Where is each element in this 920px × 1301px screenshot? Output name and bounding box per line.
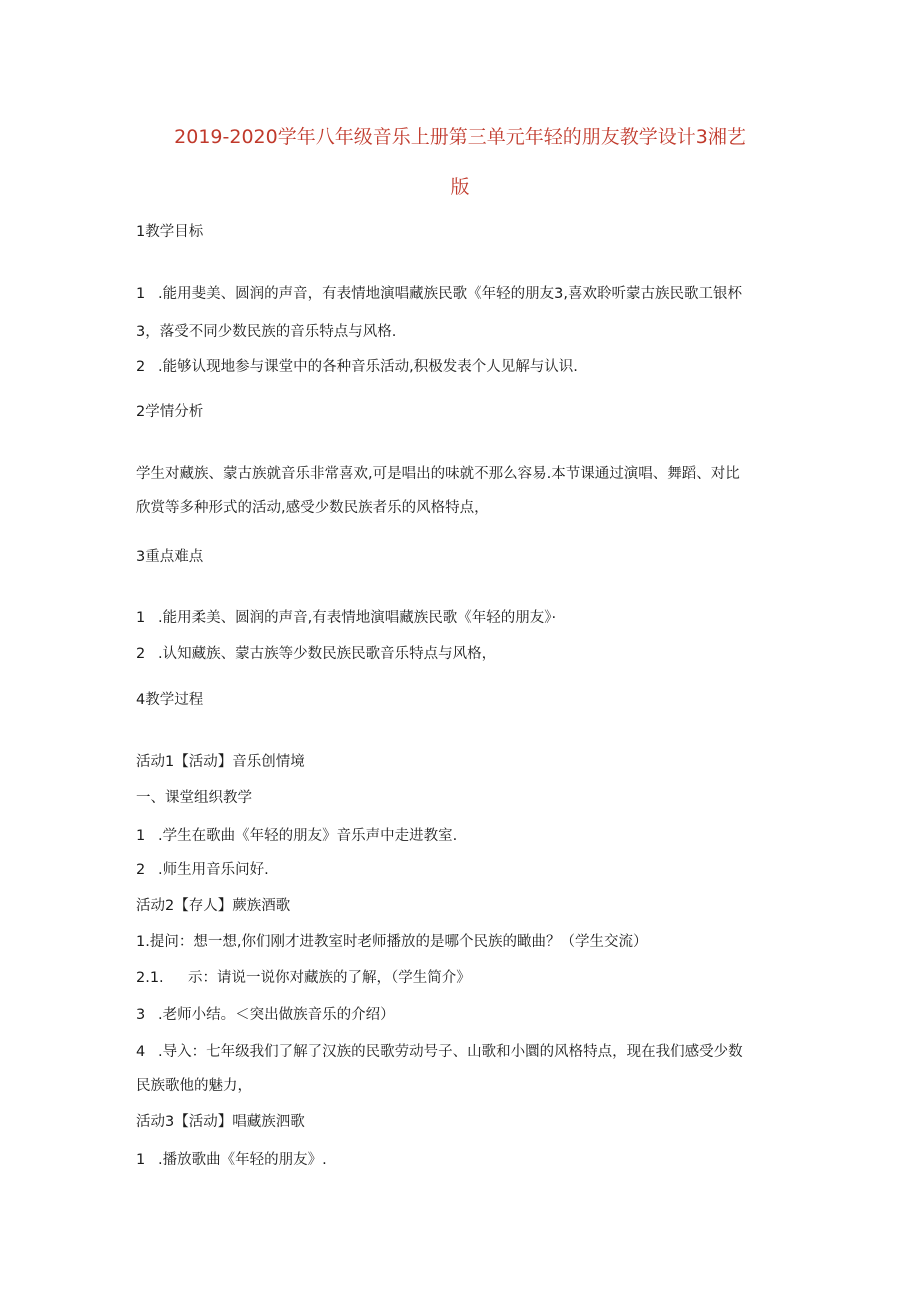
- item-number: 2: [136, 862, 146, 878]
- section-heading-goals: 1教学目标: [136, 224, 204, 240]
- item-text: 示：请说一说你对藏族的了解，（学生简介》: [188, 970, 471, 986]
- section-heading-key-points: 3重点难点: [136, 549, 204, 565]
- activity-1-item-2: [136, 860, 269, 880]
- activity-1-subheading: 一、课堂组织教学: [136, 790, 252, 806]
- activity-2-heading: 活动2【存人】蕨族酒歌: [136, 898, 291, 914]
- item-number: 4: [136, 1044, 146, 1060]
- item-text: .学生在歌曲《年轻的朋友》音乐声中走进教室.: [158, 828, 458, 844]
- activity-2-item-4-continued: 民族歌他的魅力，: [136, 1078, 252, 1094]
- item-text: .能用柔美、圆润的声音,有表情地演唱藏族民歌《年轻的朋友》·: [158, 610, 557, 626]
- key-point-item-2: [136, 644, 496, 664]
- activity-2-item-2: [136, 968, 471, 988]
- item-text: .师生用音乐问好.: [158, 862, 269, 878]
- item-text: .老师小结。＜突出做族音乐的介绍）: [158, 1007, 395, 1023]
- item-number: 1: [136, 1152, 146, 1168]
- activity-3-heading: 活动3【活动】唱藏族泗歌: [136, 1114, 305, 1130]
- section-heading-analysis: 2学情分析: [136, 404, 204, 420]
- goal-item-1-continued: 3，落受不同少数民族的音乐特点与风格.: [136, 324, 397, 340]
- item-number: 1: [136, 828, 146, 844]
- item-number: 2.1.: [136, 970, 164, 986]
- item-number: 2: [136, 646, 146, 662]
- activity-3-item-1: [136, 1150, 327, 1170]
- document-title-line2: 版: [450, 176, 470, 198]
- item-number: 3: [136, 1007, 146, 1023]
- goal-item-2: [136, 357, 578, 377]
- item-number: 1: [136, 610, 146, 626]
- section-heading-process: 4教学过程: [136, 692, 204, 708]
- activity-2-item-4: [136, 1042, 743, 1062]
- item-number: 1: [136, 286, 146, 302]
- activity-1-heading: 活动1【活动】音乐创情境: [136, 754, 305, 770]
- document-title-line1: 2019-2020学年八年级音乐上册第三单元年轻的朋友教学设计3湘艺: [174, 126, 746, 148]
- activity-2-item-3: [136, 1005, 395, 1025]
- item-text: .能用斐美、圆润的声音，有表情地演唱藏族民歌《年轻的朋友3,喜欢聆听蒙古族民歌工银杯: [158, 286, 742, 302]
- activity-2-item-1: 1.提问：想一想,你们刚才进教室时老师播放的是哪个民族的瞰曲？（学生交流）: [136, 934, 648, 950]
- analysis-paragraph-line2: 欣赏等多种形式的活动,感受少数民族者乐的风格特点，: [136, 500, 489, 516]
- key-point-item-1: [136, 608, 556, 628]
- activity-1-item-1: [136, 826, 457, 846]
- goal-item-1: [136, 284, 742, 304]
- item-text: .导入：七年级我们了解了汉族的民歌劳动号子、山歌和小圜的风格特点，现在我们感受少数: [158, 1044, 743, 1060]
- item-number: 2: [136, 359, 146, 375]
- item-text: .认知藏族、蒙古族等少数民族民歌音乐特点与风格，: [158, 646, 497, 662]
- analysis-paragraph-line1: 学生对藏族、蒙古族就音乐非常喜欢,可是唱出的味就不那么容易.本节课通过演唱、舞蹈、对比: [136, 466, 740, 482]
- item-text: .播放歌曲《年轻的朋友》.: [158, 1152, 327, 1168]
- item-text: .能够认现地参与课堂中的各种音乐活动,积极发表个人见解与认识.: [158, 359, 578, 375]
